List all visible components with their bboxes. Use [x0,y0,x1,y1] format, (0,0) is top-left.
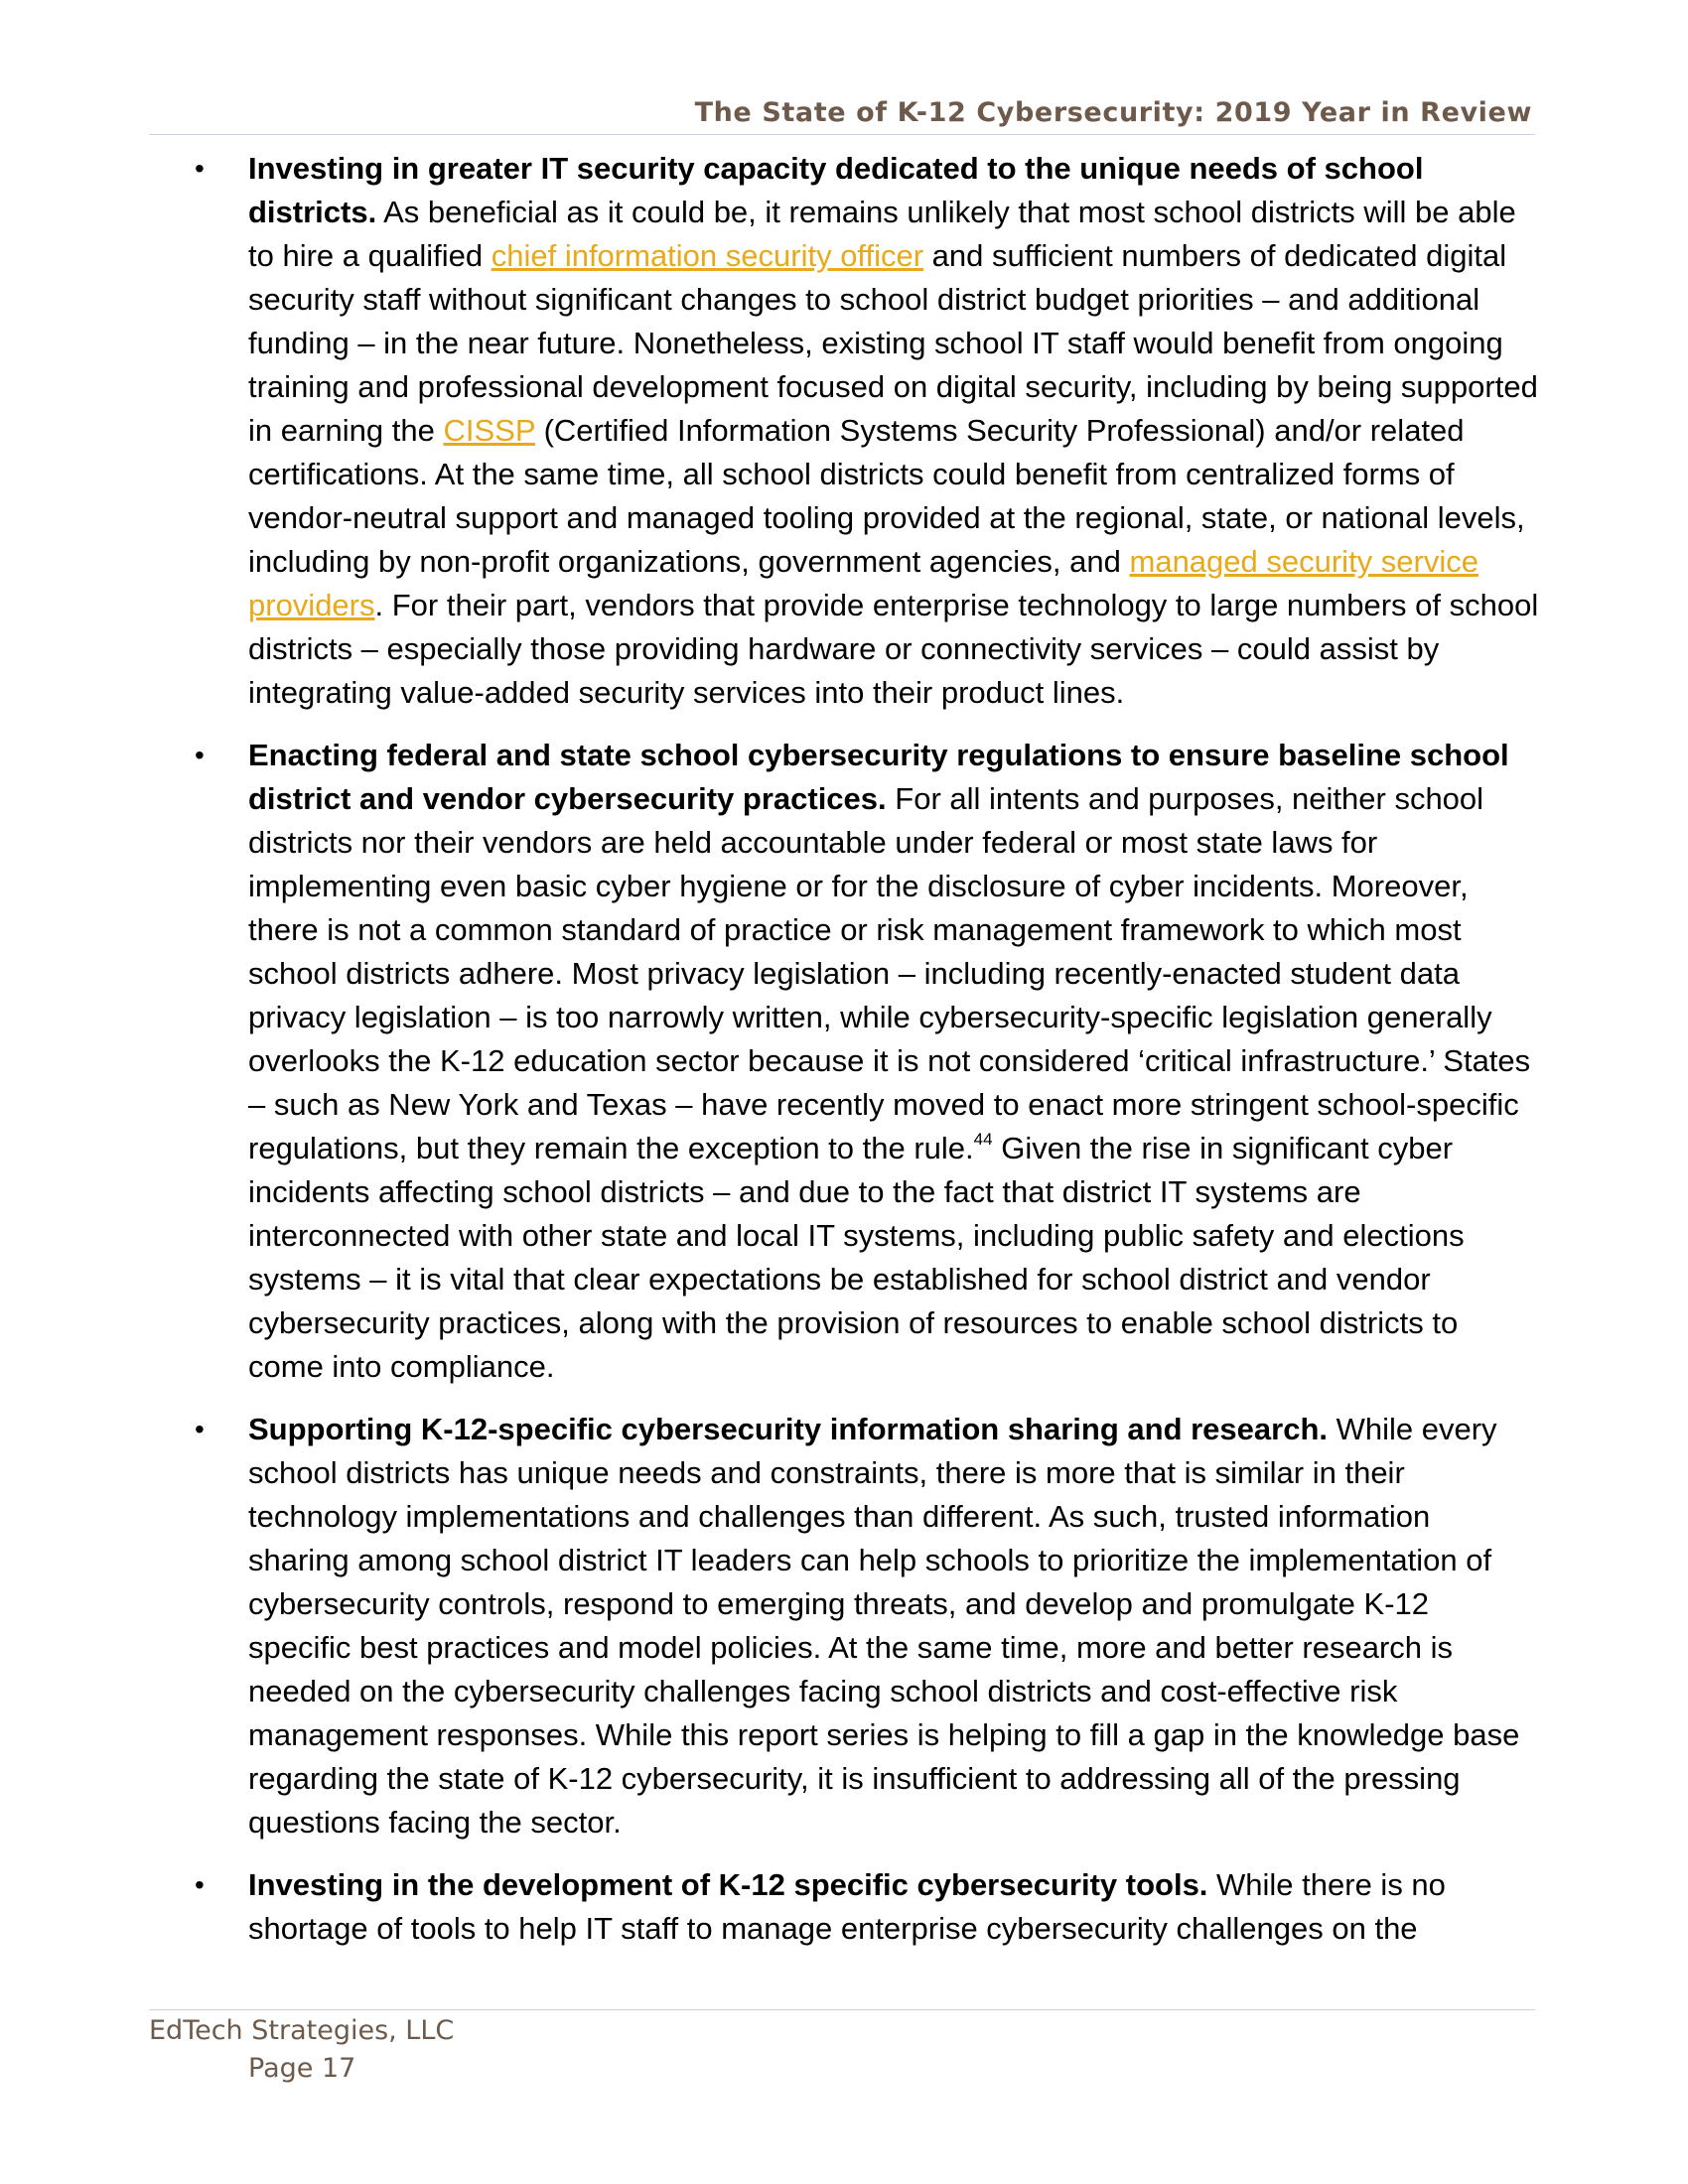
list-item [189,1408,1539,1844]
list-item-lead: Investing in greater IT security capacity dedicated to the unique needs of school districts. [248,151,1424,229]
list-item-text: (Certified Information Systems Security Professional) and/or related certifications. At the same time, all school districts could benefit from centralized forms of vendor-neutral support and managed tooling provided at the regional, state, or national levels, including by non-profit organizations, government agencies, and [248,413,1525,579]
link-ciso[interactable]: chief information security officer [491,238,924,273]
list-item [189,147,1539,715]
list-item-lead: Supporting K-12-specific cybersecurity information sharing and research. [248,1412,1328,1446]
bullet-icon: • [195,740,205,770]
list-item-text: As beneficial as it could be, it remains unlikely that most school districts will be able to hire a qualified [248,195,1516,273]
bullet-icon: • [195,153,205,184]
list-item-text: . For their part, vendors that provide enterprise technology to large numbers of school districts – especially those providing hardware or connectivity services – could assist by integrating value-added security services into their product lines. [248,588,1539,710]
list-item-text: Given the rise in significant cyber incidents affecting school districts – and due to the fact that district IT systems are interconnected with other state and local IT systems, including public safety and elections systems – it is vital that clear expectations be established for school district and vendor cybersecurity practices, along with the provision of resources to enable school districts to come into compliance. [248,1131,1465,1384]
bullet-icon: • [195,1869,205,1900]
footer-rule [149,2009,1535,2010]
link-cissp[interactable]: CISSP [443,413,535,448]
list-item-text: For all intents and purposes, neither school districts nor their vendors are held accountable under federal or most state laws for implementing even basic cyber hygiene or for the disclosure of cyber incidents. Moreover, there is not a common standard of practice or risk management framework to which most school districts adhere. Most privacy legislation – including recently-enacted student data privacy legislation – is too narrowly written, while cybersecurity-specific legislation generally overlooks the K-12 education sector because it is not considered ‘critical infrastructure.’ States – such as New York and Texas – have recently moved to enact more stringent school-specific regulations, but they remain the exception to the rule. [248,781,1531,1165]
bullet-icon: • [195,1414,205,1444]
running-header-title: The State of K-12 Cybersecurity: 2019 Year in Review [694,97,1532,128]
list-item-text: and sufficient numbers of dedicated digital security staff without significant changes to school district budget priorities – and additional funding – in the near future. Nonetheless, existing school IT staff would benefit from ongoing training and professional development focused on digital security, including by being supported in earning the [248,238,1538,448]
header-rule [149,134,1535,135]
list-item-text: While there is no shortage of tools to help IT staff to manage enterprise cybersecurity challenges on the [248,1867,1446,1946]
list-item-lead: Enacting federal and state school cybersecurity regulations to ensure baseline school district and vendor cybersecurity practices. [248,738,1509,816]
link-mssp[interactable]: managed security service providers [248,544,1478,622]
document-body [189,147,1539,1970]
page-number: Page 17 [248,2053,356,2084]
footer-company: EdTech Strategies, LLC [149,2015,455,2046]
list-item-lead: Investing in the development of K-12 specific cybersecurity tools. [248,1867,1208,1902]
list-item [189,734,1539,1389]
list-item [189,1863,1539,1951]
list-item-text: While every school districts has unique needs and constraints, there is more that is similar in their technology implementations and challenges than different. As such, trusted information sharing among school district IT leaders can help schools to prioritize the implementation of cybersecurity controls, respond to emerging threats, and develop and promulgate K-12 specific best practices and model policies. At the same time, more and better research is needed on the cybersecurity challenges facing school districts and cost-effective risk management responses. While this report series is helping to fill a gap in the knowledge base regarding the state of K-12 cybersecurity, it is insufficient to addressing all of the pressing questions facing the sector. [248,1412,1520,1840]
footnote-reference[interactable]: 44 [973,1129,993,1149]
